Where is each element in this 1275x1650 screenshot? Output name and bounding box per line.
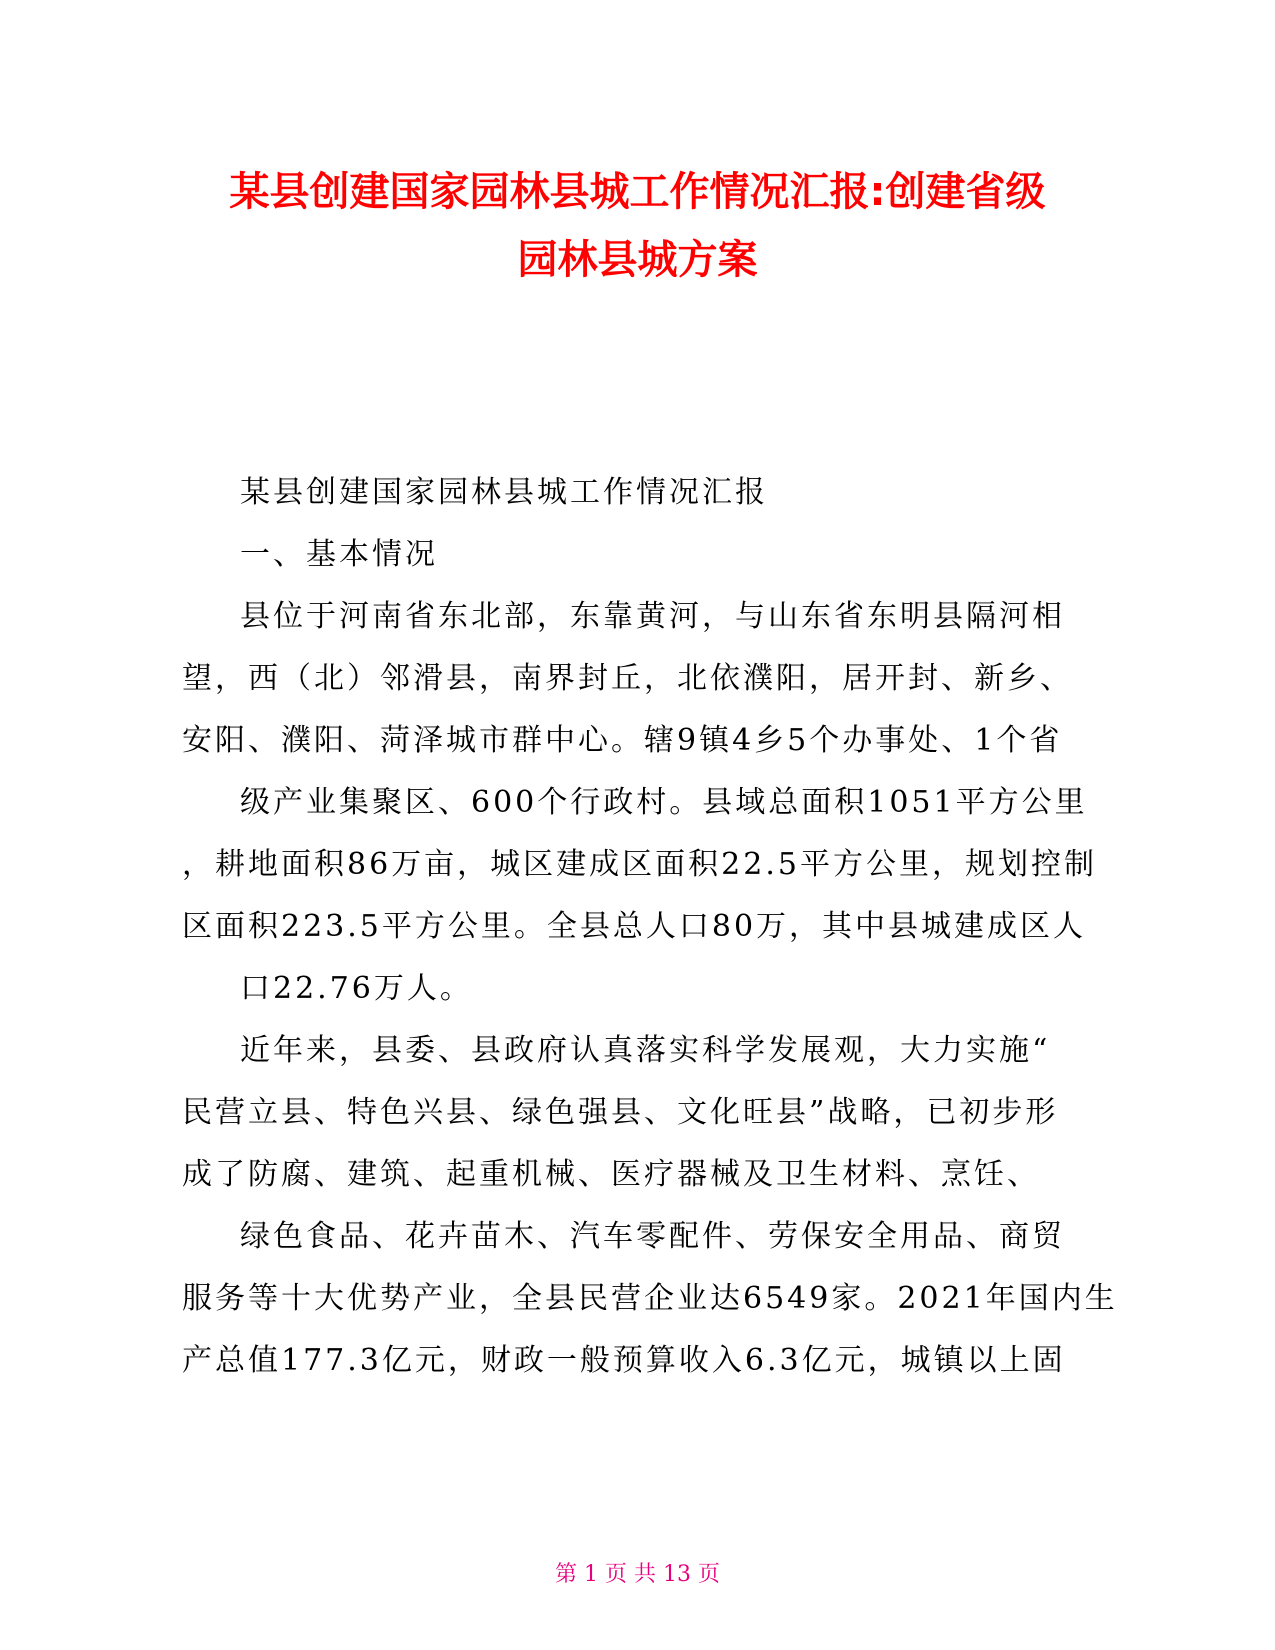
page-number-footer: 第 1 页 共 13 页 [555,1562,720,1587]
section-heading-basic-info: 一、基本情况 [240,537,438,572]
paragraph-line: 安阳、濮阳、菏泽城市群中心。辖9镇4乡5个办事处、1个省 [182,723,1063,758]
paragraph-line: 区面积223.5平方公里。全县总人口80万，其中县城建成区人 [182,909,1087,944]
paragraph-line: 口22.76万人。 [240,971,473,1006]
paragraph-line: 绿色食品、花卉苗木、汽车零配件、劳保安全用品、商贸 [240,1219,1065,1254]
paragraph-line: ，耕地面积86万亩，城区建成区面积22.5平方公里，规划控制 [182,847,1097,882]
document-title-line-1: 某县创建国家园林县城工作情况汇报:创建省级 [229,169,1046,215]
paragraph-line: 望，西（北）邻滑县，南界封丘，北依濮阳，居开封、新乡、 [182,661,1073,696]
paragraph-line: 县位于河南省东北部，东靠黄河，与山东省东明县隔河相 [240,599,1065,634]
report-heading: 某县创建国家园林县城工作情况汇报 [240,475,768,510]
paragraph-line: 近年来，县委、县政府认真落实科学发展观，大力实施“ [240,1033,1051,1068]
paragraph-line: 服务等十大优势产业，全县民营企业达6549家。2021年国内生 [182,1281,1118,1316]
paragraph-line: 产总值177.3亿元，财政一般预算收入6.3亿元，城镇以上固 [182,1343,1066,1378]
paragraph-line: 级产业集聚区、600个行政村。县域总面积1051平方公里 [240,785,1088,820]
document-title-line-2: 园林县城方案 [517,237,758,283]
paragraph-line: 民营立县、特色兴县、绿色强县、文化旺县”战略，已初步形 [182,1095,1059,1130]
paragraph-line: 成了防腐、建筑、起重机械、医疗器械及卫生材料、烹饪、 [182,1157,1040,1192]
